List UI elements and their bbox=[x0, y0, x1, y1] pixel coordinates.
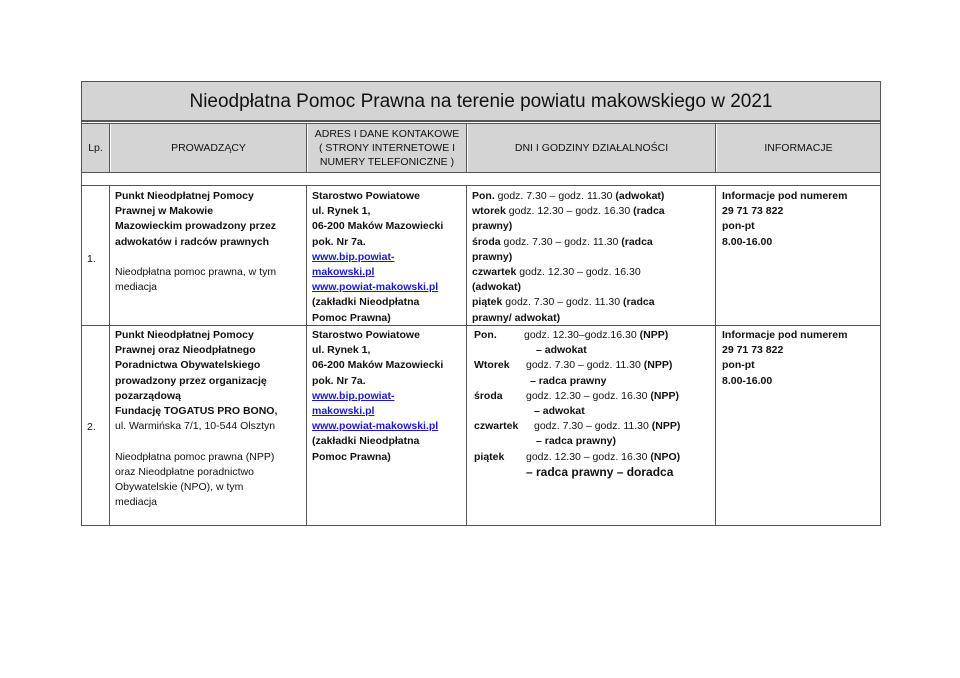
separator-row bbox=[82, 172, 880, 186]
bip-link[interactable]: makowski.pl bbox=[312, 265, 375, 278]
note: prawny) bbox=[472, 220, 513, 233]
day: wtorek bbox=[472, 205, 506, 218]
row-2-adres bbox=[312, 328, 443, 465]
day: Pon. bbox=[474, 329, 497, 341]
text-line: prowadzony przez organizację bbox=[115, 374, 267, 387]
row-number: 2. bbox=[87, 421, 96, 433]
row-2-info bbox=[722, 328, 847, 389]
divider bbox=[82, 123, 880, 124]
spacer bbox=[115, 250, 276, 265]
hours: godz. 7.30 – godz. 11.30 bbox=[500, 235, 622, 248]
hours: godz. 12.30 – godz. 16.30 bbox=[526, 450, 651, 463]
text-line: ul. Rynek 1, bbox=[312, 344, 371, 357]
text-line: Mazowieckim prowadzony przez bbox=[115, 220, 277, 233]
hours: godz. 12.30–godz.16.30 bbox=[524, 329, 640, 341]
spacer bbox=[115, 434, 277, 449]
text-line: pon-pt bbox=[722, 220, 755, 233]
text-line: Prawnej oraz Nieodpłatnego bbox=[115, 344, 256, 357]
header-adres-line: ADRES I DANE KONTAKOWE bbox=[314, 128, 460, 140]
note: prawny) bbox=[472, 250, 513, 263]
note: – radca prawny bbox=[530, 374, 607, 387]
day: czwartek bbox=[472, 265, 517, 278]
note: (adwokat) bbox=[615, 190, 665, 202]
text-line: pok. Nr 7a. bbox=[312, 235, 366, 248]
row-1-adres bbox=[312, 189, 443, 326]
note: (NPP) bbox=[639, 329, 669, 341]
page-title: Nieodpłatna Pomoc Prawna na terenie powiatu makowskiego w 2021 bbox=[82, 82, 880, 122]
text-line: adwokatów i radców prawnych bbox=[115, 235, 270, 248]
note: (radca bbox=[621, 235, 653, 248]
note: (NPP) bbox=[651, 420, 681, 433]
hours: godz. 7.30 – godz. 11.30 bbox=[534, 420, 652, 433]
text-line: (zakładki Nieodpłatna bbox=[312, 435, 420, 448]
divider bbox=[715, 124, 716, 172]
day: środa bbox=[472, 235, 501, 248]
address-line: ul. Warmińska 7/1, 10-544 Olsztyn bbox=[115, 420, 276, 433]
website-link[interactable]: www.powiat-makowski.pl bbox=[312, 420, 439, 433]
note: (NPO) bbox=[650, 450, 681, 463]
bip-link[interactable]: www.bip.powiat- bbox=[312, 389, 395, 402]
text-line: 8.00-16.00 bbox=[722, 235, 773, 248]
hours: godz. 12.30 – godz. 16.30 bbox=[505, 205, 634, 218]
text-line: Pomoc Prawna) bbox=[312, 311, 391, 324]
website-link[interactable]: www.powiat-makowski.pl bbox=[312, 281, 439, 294]
text-line: Informacje pod numerem bbox=[722, 329, 848, 341]
text-line: 06-200 Maków Mazowiecki bbox=[312, 220, 444, 233]
text-line: ul. Rynek 1, bbox=[312, 205, 371, 218]
day: czwartek bbox=[474, 420, 519, 433]
divider bbox=[109, 186, 110, 526]
day: piątek bbox=[472, 296, 503, 309]
text-line: oraz Nieodpłatne poradnictwo bbox=[115, 465, 254, 478]
header-prowadzacy: PROWADZĄCY bbox=[111, 124, 306, 172]
text-line: Prawnej w Makowie bbox=[115, 205, 214, 218]
header-adres bbox=[308, 124, 466, 172]
text-line: pon-pt bbox=[722, 359, 755, 372]
phone-number: 29 71 73 822 bbox=[722, 205, 784, 218]
divider bbox=[466, 186, 467, 526]
text-line: 06-200 Maków Mazowiecki bbox=[312, 359, 444, 372]
divider bbox=[306, 124, 307, 172]
text-line: Starostwo Powiatowe bbox=[312, 329, 420, 341]
text-line: Obywatelskie (NPO), w tym bbox=[115, 480, 244, 493]
note: (NPP) bbox=[650, 389, 679, 402]
row-1-dni bbox=[472, 189, 665, 326]
divider bbox=[466, 124, 467, 172]
day: Pon. bbox=[472, 190, 495, 202]
bip-link[interactable]: makowski.pl bbox=[312, 404, 375, 417]
row-1-info bbox=[722, 189, 847, 250]
note: (radca bbox=[633, 205, 665, 218]
bip-link[interactable]: www.bip.powiat- bbox=[312, 250, 395, 263]
row-2-prowadzacy bbox=[115, 328, 277, 510]
text-line: Fundację TOGATUS PRO BONO, bbox=[115, 404, 278, 417]
hours: godz. 7.30 – godz. 11.30 bbox=[502, 296, 624, 309]
text-line: Informacje pod numerem bbox=[722, 190, 848, 202]
text-line: Punkt Nieodpłatnej Pomocy bbox=[115, 190, 254, 202]
note: (NPP) bbox=[643, 359, 673, 372]
text-line: Nieodpłatna pomoc prawna (NPP) bbox=[115, 450, 275, 463]
phone-number: 29 71 73 822 bbox=[722, 344, 784, 357]
row-2-dni bbox=[474, 328, 680, 480]
text-line: 8.00-16.00 bbox=[722, 374, 773, 387]
header-adres-line: NUMERY TELEFONICZNE ) bbox=[319, 156, 455, 168]
row-1-prowadzacy bbox=[115, 189, 276, 295]
text-line: mediacja bbox=[115, 281, 158, 294]
text-line: Poradnictwa Obywatelskiego bbox=[115, 359, 261, 372]
note: – radca prawny – doradca bbox=[526, 464, 674, 479]
text-line: Punkt Nieodpłatnej Pomocy bbox=[115, 329, 254, 341]
text-line: Starostwo Powiatowe bbox=[312, 190, 420, 202]
divider bbox=[306, 186, 307, 526]
note: (radca bbox=[623, 296, 655, 309]
note: (adwokat) bbox=[472, 281, 522, 294]
day: piątek bbox=[474, 450, 505, 463]
text-line: (zakładki Nieodpłatna bbox=[312, 296, 420, 309]
day: Wtorek bbox=[474, 359, 510, 372]
hours: godz. 7.30 – godz. 11.30 bbox=[494, 190, 616, 202]
hours: godz. 7.30 – godz. 11.30 bbox=[526, 359, 644, 372]
note: – radca prawny) bbox=[536, 435, 616, 448]
row-number: 1. bbox=[87, 253, 96, 265]
header-lp: Lp. bbox=[82, 124, 109, 172]
divider bbox=[715, 186, 716, 526]
text-line: Nieodpłatna pomoc prawna, w tym bbox=[115, 265, 277, 278]
text-line: Pomoc Prawna) bbox=[312, 450, 391, 463]
day: środa bbox=[474, 389, 503, 402]
header-dni: DNI I GODZINY DZIAŁALNOŚCI bbox=[468, 124, 715, 172]
note: – adwokat bbox=[534, 404, 585, 417]
note: – adwokat bbox=[536, 344, 587, 357]
hours: godz. 12.30 – godz. 16.30 bbox=[526, 389, 651, 402]
note: prawny/ adwokat) bbox=[472, 311, 561, 324]
header-info: INFORMACJE bbox=[717, 124, 880, 172]
text-line: pozarządową bbox=[115, 389, 181, 402]
text-line: mediacja bbox=[115, 496, 158, 509]
text-line: pok. Nr 7a. bbox=[312, 374, 366, 387]
divider bbox=[109, 124, 110, 172]
header-adres-line: ( STRONY INTERNETOWE I bbox=[318, 142, 456, 154]
hours: godz. 12.30 – godz. 16.30 bbox=[516, 265, 641, 278]
